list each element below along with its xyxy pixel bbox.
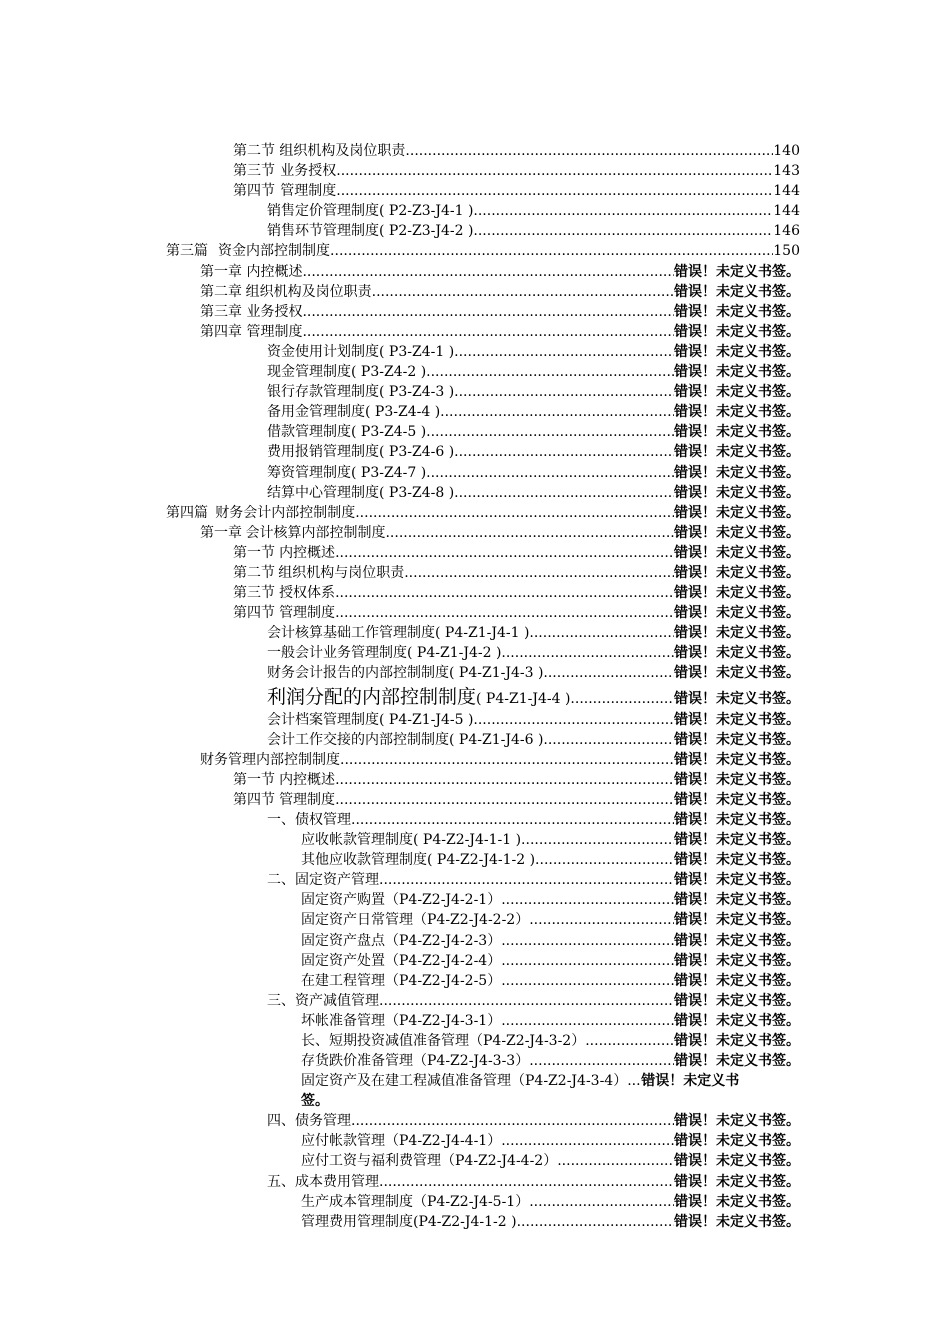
toc-entry[interactable] [0,382,800,402]
table-of-contents [0,141,950,1232]
toc-entry-page: 错误！未定义书签。 [674,444,800,461]
toc-entry[interactable] [0,302,800,322]
toc-entry-title: 组织机构及岗位职责 [279,143,406,159]
toc-entry-page: 150 [773,243,800,260]
toc-leader-dots [473,710,674,730]
toc-entry-title: 内控概述 [246,263,303,280]
toc-entry-page: 错误！未定义书签。 [674,972,800,989]
toc-entry-page: 错误！未定义书签。 [674,384,800,401]
toc-entry[interactable] [0,1031,800,1051]
toc-entry-page: 146 [773,223,800,240]
toc-entry-page: 错误！未定义书签。 [674,812,800,828]
toc-entry-title: 存货跌价准备管理（P4-Z2-J4-3-3） [301,1053,530,1070]
toc-entry[interactable] [0,750,800,770]
toc-entry-title: 固定资产及在建工程减值准备管理（P4-Z2-J4-3-4） [301,1073,628,1090]
toc-leader-dots [473,221,773,241]
toc-entry-title: 应付工资与福利费管理（P4-Z2-J4-4-2） [301,1153,558,1170]
toc-entry-page: 错误！未定义书签。 [674,1213,800,1230]
toc-leader-dots [557,1151,674,1171]
toc-entry-page: 错误！未定义书签。 [674,1133,800,1150]
toc-entry-page: 错误！未定义书签。 [674,1113,800,1130]
toc-entry[interactable] [0,422,800,442]
toc-entry[interactable] [0,1051,800,1071]
toc-entry[interactable] [0,1151,800,1171]
toc-entry[interactable] [0,643,800,663]
toc-leader-dots [340,750,674,770]
toc-entry[interactable] [0,910,800,930]
toc-entry-page: 144 [773,203,800,220]
toc-entry[interactable] [0,322,800,342]
toc-entry-page: 错误！未定义书签。 [674,263,800,280]
toc-entry-title: 一般会计业务管理制度( P4-Z1-J4-2 ) [267,645,502,662]
toc-entry[interactable] [0,543,800,563]
toc-entry-page: 错误！未定义书签。 [674,585,800,602]
toc-leader-dots [336,161,773,181]
toc-entry-title: 应收帐款管理制度( P4-Z2-J4-1-1 ) [301,832,522,849]
toc-entry-title: 五、成本费用管理 [267,1173,379,1190]
toc-entry-title: 会计档案管理制度( P4-Z1-J4-5 ) [267,711,474,728]
toc-leader-dots [355,503,674,523]
toc-leader-dots [501,643,674,663]
toc-entry[interactable] [0,971,800,991]
toc-entry-title: 应付帐款管理（P4-Z2-J4-4-1） [301,1133,502,1150]
toc-leader-dots [426,362,674,382]
toc-entry-page: 错误！未定义书签。 [674,751,800,768]
toc-entry[interactable] [0,282,800,302]
toc-entry-label: 第三节 [233,163,275,180]
toc-entry-page: 错误！未定义书签。 [674,791,800,808]
toc-leader-dots [330,241,773,261]
toc-leader-dots [454,483,674,503]
toc-entry-title: 财务管理内部控制制度 [200,751,340,768]
toc-entry-page: 错误！未定义书签。 [674,932,800,949]
toc-entry[interactable] [0,951,800,971]
toc-entry[interactable] [0,1071,800,1111]
toc-leader-dots [302,322,674,342]
toc-leader-dots [535,850,674,870]
toc-entry[interactable] [0,583,800,603]
toc-entry-label: 第二章 [200,283,242,300]
toc-entry-title: 固定资产盘点（P4-Z2-J4-2-3） [301,932,502,949]
toc-entry[interactable] [0,201,800,221]
toc-entry-title: 利润分配的内部控制制度 [267,685,477,708]
toc-leader-dots [473,201,773,221]
toc-entry-label: 第一章 [200,524,242,541]
toc-entry-line [301,1071,800,1091]
toc-entry[interactable] [0,503,800,523]
toc-entry-title: 业务授权 [246,303,303,320]
toc-leader-dots [404,563,674,583]
toc-entry-title: 会计工作交接的内部控制制度( P4-Z1-J4-6 ) [267,731,544,748]
toc-entry-page: 错误！未定义书签。 [674,343,800,360]
toc-entry-title: 业务授权 [280,163,337,180]
toc-leader-dots [440,402,674,422]
toc-entry[interactable] [0,442,800,462]
toc-leader-dots [302,262,674,282]
toc-entry-label: 第一章 [200,263,242,280]
toc-leader-dots [426,463,674,483]
toc-leader-dots [379,1172,674,1192]
toc-entry-title: 在建工程管理（P4-Z2-J4-2-5） [301,972,502,989]
toc-entry[interactable] [0,362,800,382]
toc-entry[interactable] [0,730,800,750]
toc-leader-dots [335,790,674,810]
toc-entry-title: 管理费用管理制度(P4-Z2-J4-1-2 ) [301,1213,517,1230]
toc-entry[interactable] [0,770,800,790]
toc-entry-page: 错误！未定义书签。 [674,544,800,561]
toc-entry[interactable] [0,623,800,643]
toc-entry-title: 内控概述 [279,771,336,788]
toc-entry[interactable] [0,241,800,261]
toc-entry-title: 固定资产日常管理（P4-Z2-J4-2-2） [301,912,530,929]
toc-leader-dots [501,890,674,910]
toc-entry-page: 错误！未定义书签。 [674,852,800,869]
toc-entry[interactable] [0,221,800,241]
toc-leader-dots [385,523,674,543]
toc-entry-page: 错误！未定义书签。 [674,1033,800,1050]
toc-entry-title: 四、债务管理 [267,1113,351,1130]
toc-entry-page: 错误！未定义书签。 [674,1012,800,1029]
toc-leader-dots [454,382,674,402]
toc-leader-dots [521,830,674,850]
toc-entry-title: 借款管理制度( P3-Z4-5 ) [267,424,427,441]
toc-entry-page: 错误！未定义书签。 [674,690,800,707]
toc-leader-dots [570,686,674,712]
toc-leader-dots [335,770,674,790]
toc-leader-dots [335,603,674,623]
toc-leader-dots [501,1011,674,1031]
toc-entry-page: 错误！未定义书签。 [674,605,800,622]
toc-entry[interactable] [0,523,800,543]
toc-entry-page: 错误！未定义书签。 [674,731,800,748]
toc-entry-page: 错误！未定义书签。 [674,1173,800,1190]
toc-entry-title: 生产成本管理制度（P4-Z2-J4-5-1） [301,1193,530,1210]
toc-entry-title: 筹资管理制度( P3-Z4-7 ) [267,464,427,481]
toc-entry-page: 错误！未定义书签。 [674,665,800,682]
toc-entry-page: 错误！未定义书签。 [674,1053,800,1070]
toc-entry[interactable] [0,1192,800,1212]
toc-entry-title: 固定资产处置（P4-Z2-J4-2-4） [301,952,502,969]
toc-entry-title: 销售环节管理制度( P2-Z3-J4-2 ) [267,223,474,240]
toc-entry-title: 授权体系 [279,585,336,602]
toc-entry-page: 140 [773,143,800,159]
toc-leader-dots [336,181,773,201]
toc-entry[interactable] [0,890,800,910]
toc-leader-dots [585,1031,674,1051]
toc-entry-title: 管理制度 [279,605,336,622]
toc-entry[interactable] [0,141,800,161]
toc-leader-dots [405,141,773,161]
toc-entry-page: 错误！未定义书签。 [674,645,800,662]
toc-entry-page: 错误！未定义书签。 [674,1193,800,1210]
toc-entry-title: 二、固定资产管理 [267,872,379,889]
toc-entry-title: 固定资产购置（P4-Z2-J4-2-1） [301,892,502,909]
toc-entry[interactable] [0,663,800,683]
toc-entry-title: 其他应收款管理制度( P4-Z2-J4-1-2 ) [301,852,536,869]
toc-entry-page: 错误！未定义书签。 [674,464,800,481]
toc-entry-page: 143 [773,163,800,180]
toc-entry[interactable] [0,810,800,830]
toc-entry[interactable] [0,710,800,730]
toc-leader-dots [372,282,674,302]
toc-entry-title: 管理制度 [280,183,337,200]
toc-leader-dots [454,342,674,362]
toc-entry-page: 错误！未定义书签。 [674,771,800,788]
toc-entry-title: 内控概述 [279,544,336,561]
toc-entry-title: 会计核算内部控制制度 [245,524,386,541]
toc-entry[interactable] [0,563,800,583]
toc-entry-title: 结算中心管理制度( P3-Z4-8 ) [267,484,455,501]
toc-leader-dots [302,302,674,322]
toc-entry-label: 第四节 [233,605,275,622]
toc-entry-page: 错误！未定义书签。 [674,872,800,889]
toc-entry-title: 长、短期投资减值准备管理（P4-Z2-J4-3-2） [301,1033,586,1050]
toc-entry[interactable] [0,830,800,850]
toc-entry[interactable] [0,463,800,483]
toc-entry-title: 组织机构与岗位职责 [278,564,405,581]
toc-entry[interactable] [0,342,800,362]
toc-entry-page: 错误！未定义书签。 [674,484,800,501]
toc-entry-label: 第二节 [233,564,275,581]
toc-entry-title: 财务会计内部控制制度 [215,504,356,521]
toc-entry-title: 管理制度 [246,323,303,340]
toc-leader-dots [517,1212,674,1232]
toc-leader-dots [529,623,674,643]
toc-leader-dots [501,971,674,991]
toc-entry-page: 错误！未定义书签。 [674,711,800,728]
toc-entry-label: 第四节 [233,183,275,200]
toc-leader-dots [627,1071,641,1091]
toc-entry-title: 资金内部控制制度 [218,243,331,260]
toc-entry-title: 资金使用计划制度( P3-Z4-1 ) [267,343,455,360]
toc-entry[interactable] [0,1131,800,1151]
toc-entry[interactable] [0,1111,800,1131]
toc-entry-title: 三、资产减值管理 [267,992,379,1009]
toc-leader-dots [529,1051,674,1071]
toc-entry-page: 错误！未定义书 [641,1073,740,1090]
toc-entry-page: 错误！未定义书签。 [674,303,800,320]
toc-entry-title: 财务会计报告的内部控制制度( P4-Z1-J4-3 ) [267,665,544,682]
toc-entry-title: 现金管理制度( P3-Z4-2 ) [267,364,427,381]
toc-entry-title-code: ( P4-Z1-J4-4 ) [476,690,571,707]
toc-entry-page: 错误！未定义书签。 [674,832,800,849]
toc-entry-title: 管理制度 [279,791,336,808]
toc-entry-page: 错误！未定义书签。 [674,625,800,642]
toc-leader-dots [351,810,674,830]
toc-entry-label: 第二节 [233,143,275,159]
toc-entry[interactable] [0,850,800,870]
toc-entry-page: 错误！未定义书签。 [674,404,800,421]
toc-entry-page: 错误！未定义书签。 [674,504,800,521]
toc-leader-dots [501,1131,674,1151]
toc-entry[interactable] [0,161,800,181]
toc-entry-title: 银行存款管理制度( P3-Z4-3 ) [267,384,455,401]
toc-entry-label: 第四章 [200,323,242,340]
toc-entry-label: 第一节 [233,544,275,561]
toc-entry[interactable] [0,1172,800,1192]
toc-entry-page: 错误！未定义书签。 [674,323,800,340]
toc-entry[interactable] [0,181,800,201]
toc-entry-page: 144 [773,183,800,200]
toc-entry-page: 错误！未定义书签。 [674,364,800,381]
toc-leader-dots [379,870,674,890]
toc-entry-page: 错误！未定义书签。 [674,283,800,300]
toc-entry[interactable] [0,262,800,282]
toc-entry-page: 错误！未定义书签。 [674,892,800,909]
toc-entry[interactable] [0,402,800,422]
toc-entry[interactable] [0,790,800,810]
toc-leader-dots [529,910,674,930]
toc-entry[interactable] [0,1011,800,1031]
toc-entry-title: 会计核算基础工作管理制度( P4-Z1-J4-1 ) [267,625,530,642]
toc-entry-label: 第三章 [200,303,242,320]
toc-entry-page: 错误！未定义书签。 [674,1153,800,1170]
toc-entry[interactable] [0,684,800,710]
toc-entry-page: 错误！未定义书签。 [674,912,800,929]
toc-entry-title: 备用金管理制度( P3-Z4-4 ) [267,404,441,421]
toc-entry-page: 错误！未定义书签。 [674,992,800,1009]
toc-leader-dots [426,422,674,442]
toc-entry[interactable] [0,870,800,890]
toc-entry-page: 错误！未定义书签。 [674,424,800,441]
toc-leader-dots [501,931,674,951]
toc-entry-label: 第一节 [233,771,275,788]
toc-entry-page: 错误！未定义书签。 [674,564,800,581]
toc-entry-title: 一、债权管理 [267,812,351,828]
toc-leader-dots [543,663,674,683]
toc-entry-label: 第四篇 [166,504,208,521]
toc-entry-label: 第四节 [233,791,275,808]
toc-leader-dots [501,951,674,971]
toc-leader-dots [529,1192,674,1212]
toc-entry[interactable] [0,991,800,1011]
toc-entry-page-continued: 签。 [301,1093,329,1110]
toc-leader-dots [379,991,674,1011]
toc-entry-label: 第三节 [233,585,275,602]
toc-entry-page: 错误！未定义书签。 [674,952,800,969]
toc-entry-page: 错误！未定义书签。 [674,524,800,541]
toc-entry-title: 组织机构及岗位职责 [245,283,372,300]
toc-entry-label: 第三篇 [166,243,208,260]
toc-entry-title: 费用报销管理制度( P3-Z4-6 ) [267,444,455,461]
toc-leader-dots [543,730,674,750]
toc-leader-dots [351,1111,674,1131]
toc-leader-dots [335,583,674,603]
toc-entry[interactable] [0,931,800,951]
toc-leader-dots [335,543,674,563]
toc-leader-dots [454,442,674,462]
toc-entry[interactable] [0,1212,800,1232]
toc-entry[interactable] [0,483,800,503]
toc-entry[interactable] [0,603,800,623]
toc-entry-title: 坏帐准备管理（P4-Z2-J4-3-1） [301,1012,502,1029]
toc-entry-title: 销售定价管理制度( P2-Z3-J4-1 ) [267,203,474,220]
